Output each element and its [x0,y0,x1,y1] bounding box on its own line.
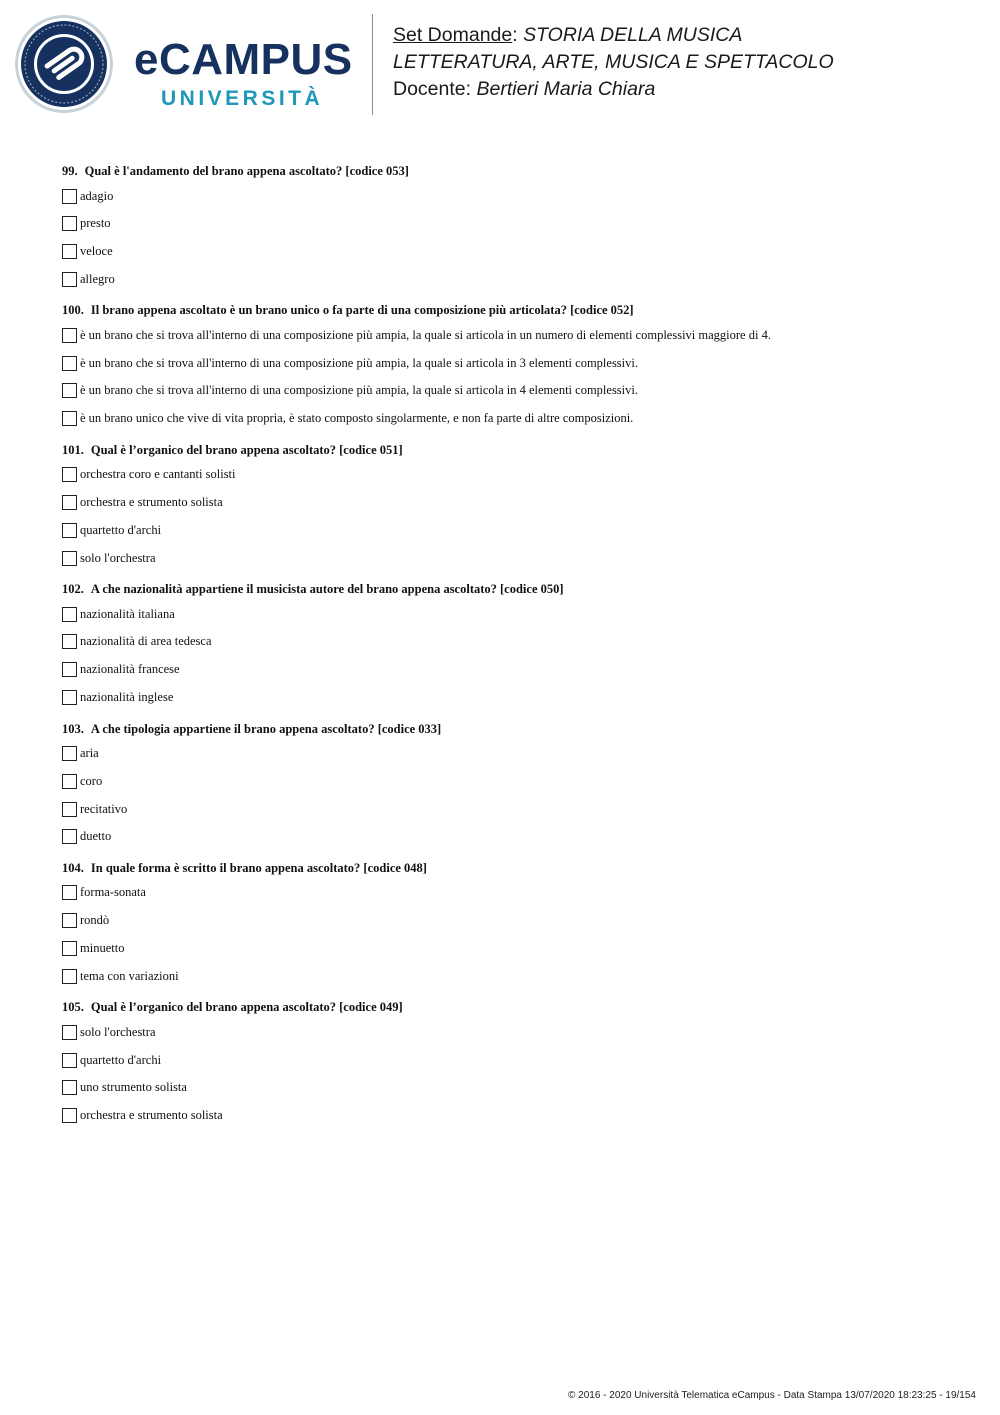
answer-checkbox[interactable] [62,411,77,426]
set-separator: : [512,24,518,46]
question-100 [62,302,962,426]
question-104 [62,860,962,984]
answer-option[interactable] [62,355,962,371]
answer-checkbox[interactable] [62,1108,77,1123]
question-102 [62,581,962,705]
question-number: 102. [62,582,84,597]
question-title [62,581,962,597]
university-seal-icon [14,14,114,114]
answer-checkbox[interactable] [62,356,77,371]
question-text: Il brano appena ascoltato è un brano unico o fa parte di una composizione più articolata? [codice 052] [90,303,634,318]
answer-checkbox[interactable] [62,551,77,566]
answer-option[interactable] [62,467,962,483]
answer-label: solo l'orchestra [80,550,156,565]
answer-checkbox[interactable] [62,1080,77,1095]
header-divider [372,14,373,115]
question-title [62,163,962,179]
answer-checkbox[interactable] [62,885,77,900]
answer-checkbox[interactable] [62,467,77,482]
answer-label: uno strumento solista [80,1080,187,1095]
answer-option[interactable] [62,885,962,901]
logo-subtitle: UNIVERSITÀ [161,87,324,110]
answer-label: solo l'orchestra [80,1024,156,1039]
answer-option[interactable] [62,913,962,929]
answer-option[interactable] [62,550,962,566]
page-header [0,0,1000,130]
set-title-line-1 [393,22,834,49]
teacher-label: Docente: [393,78,472,100]
answer-label: nazionalità italiana [80,606,175,621]
answer-label: tema con variazioni [80,968,179,983]
answer-option[interactable] [62,606,962,622]
answer-checkbox[interactable] [62,774,77,789]
answer-option[interactable] [62,662,962,678]
answer-option[interactable] [62,746,962,762]
question-number: 105. [62,1000,84,1015]
question-text: In quale forma è scritto il brano appena ascoltato? [codice 048] [90,860,427,875]
question-number: 104. [62,860,84,875]
ecampus-logo [14,14,364,118]
answer-label: allegro [80,271,115,286]
answer-option[interactable] [62,829,962,845]
answer-label: quartetto d'archi [80,1052,162,1067]
answer-option[interactable] [62,1108,962,1124]
answer-label: è un brano che si trova all'interno di una composizione più ampia, la quale si articola in 3 elementi complessivi. [80,355,638,370]
answer-option[interactable] [62,1052,962,1068]
answer-label: nazionalità inglese [80,690,174,705]
question-number: 101. [62,442,84,457]
answer-label: orchestra coro e cantanti solisti [80,467,236,482]
answer-label: è un brano unico che vive di vita propria, è stato composto singolarmente, e non fa parte di altre composizioni. [80,411,634,426]
answer-label: aria [80,746,99,761]
answer-checkbox[interactable] [62,1053,77,1068]
set-title-1: STORIA DELLA MUSICA [523,24,743,46]
answer-checkbox[interactable] [62,690,77,705]
answer-option[interactable] [62,690,962,706]
answer-checkbox[interactable] [62,746,77,761]
answer-label: orchestra e strumento solista [80,495,223,510]
question-number: 99. [62,164,78,178]
answer-checkbox[interactable] [62,662,77,677]
answer-option[interactable] [62,327,962,343]
question-text: A che nazionalità appartiene il musicista autore del brano appena ascoltato? [codice 050] [90,582,564,597]
answer-option[interactable] [62,411,962,427]
question-number: 103. [62,721,84,736]
answer-option[interactable] [62,1080,962,1096]
answer-option[interactable] [62,1024,962,1040]
question-number: 100. [62,303,84,318]
page-footer: © 2016 - 2020 Università Telematica eCampus - Data Stampa 13/07/2020 18:23:25 - 19/154 [568,1390,976,1401]
question-text: Qual è l'andamento del brano appena ascoltato? [codice 053] [84,164,409,178]
answer-option[interactable] [62,522,962,538]
answer-label: presto [80,216,111,231]
answer-checkbox[interactable] [62,1025,77,1040]
answer-option[interactable] [62,773,962,789]
question-101 [62,442,962,566]
answer-label: nazionalità francese [80,662,180,677]
answer-checkbox[interactable] [62,244,77,259]
answer-option[interactable] [62,244,962,260]
answer-label: adagio [80,188,114,203]
question-105 [62,999,962,1123]
answer-option[interactable] [62,801,962,817]
answer-checkbox[interactable] [62,189,77,204]
teacher-line [393,76,834,103]
question-103 [62,721,962,845]
answer-checkbox[interactable] [62,634,77,649]
questions-list [62,163,962,1139]
answer-label: è un brano che si trova all'interno di una composizione più ampia, la quale si articola in un numero di elementi complessivi maggiore di 4. [80,327,771,342]
answer-option[interactable] [62,968,962,984]
set-label: Set Domande [393,24,513,46]
question-text: A che tipologia appartiene il brano appena ascoltato? [codice 033] [90,721,442,736]
question-title [62,302,962,318]
answer-checkbox[interactable] [62,913,77,928]
answer-label: rondò [80,913,110,928]
answer-option[interactable] [62,216,962,232]
answer-checkbox[interactable] [62,383,77,398]
answer-label: orchestra e strumento solista [80,1108,223,1123]
answer-label: forma-sonata [80,885,146,900]
answer-label: veloce [80,244,113,259]
answer-checkbox[interactable] [62,607,77,622]
answer-checkbox[interactable] [62,969,77,984]
answer-label: minuetto [80,941,125,956]
answer-option[interactable] [62,383,962,399]
answer-option[interactable] [62,271,962,287]
answer-checkbox[interactable] [62,829,77,844]
answer-checkbox[interactable] [62,941,77,956]
answer-checkbox[interactable] [62,216,77,231]
answer-checkbox[interactable] [62,523,77,538]
question-title [62,999,962,1015]
set-info [393,22,834,103]
logo-wordmark: eCAMPUS [134,35,353,84]
answer-label: quartetto d'archi [80,522,162,537]
answer-option[interactable] [62,941,962,957]
answer-checkbox[interactable] [62,328,77,343]
answer-label: è un brano che si trova all'interno di una composizione più ampia, la quale si articola in 4 elementi complessivi. [80,383,638,398]
question-title [62,721,962,737]
answer-label: recitativo [80,801,128,816]
answer-option[interactable] [62,495,962,511]
question-99 [62,163,962,287]
question-title [62,860,962,876]
answer-checkbox[interactable] [62,272,77,287]
answer-label: duetto [80,829,112,844]
answer-label: coro [80,773,103,788]
teacher-name: Bertieri Maria Chiara [476,78,656,100]
answer-checkbox[interactable] [62,802,77,817]
question-title [62,442,962,458]
set-title-line-2: LETTERATURA, ARTE, MUSICA E SPETTACOLO [393,51,834,73]
answer-option[interactable] [62,188,962,204]
question-text: Qual è l’organico del brano appena ascoltato? [codice 051] [90,442,403,457]
answer-checkbox[interactable] [62,495,77,510]
answer-label: nazionalità di area tedesca [80,634,212,649]
answer-option[interactable] [62,634,962,650]
question-text: Qual è l’organico del brano appena ascoltato? [codice 049] [90,1000,403,1015]
